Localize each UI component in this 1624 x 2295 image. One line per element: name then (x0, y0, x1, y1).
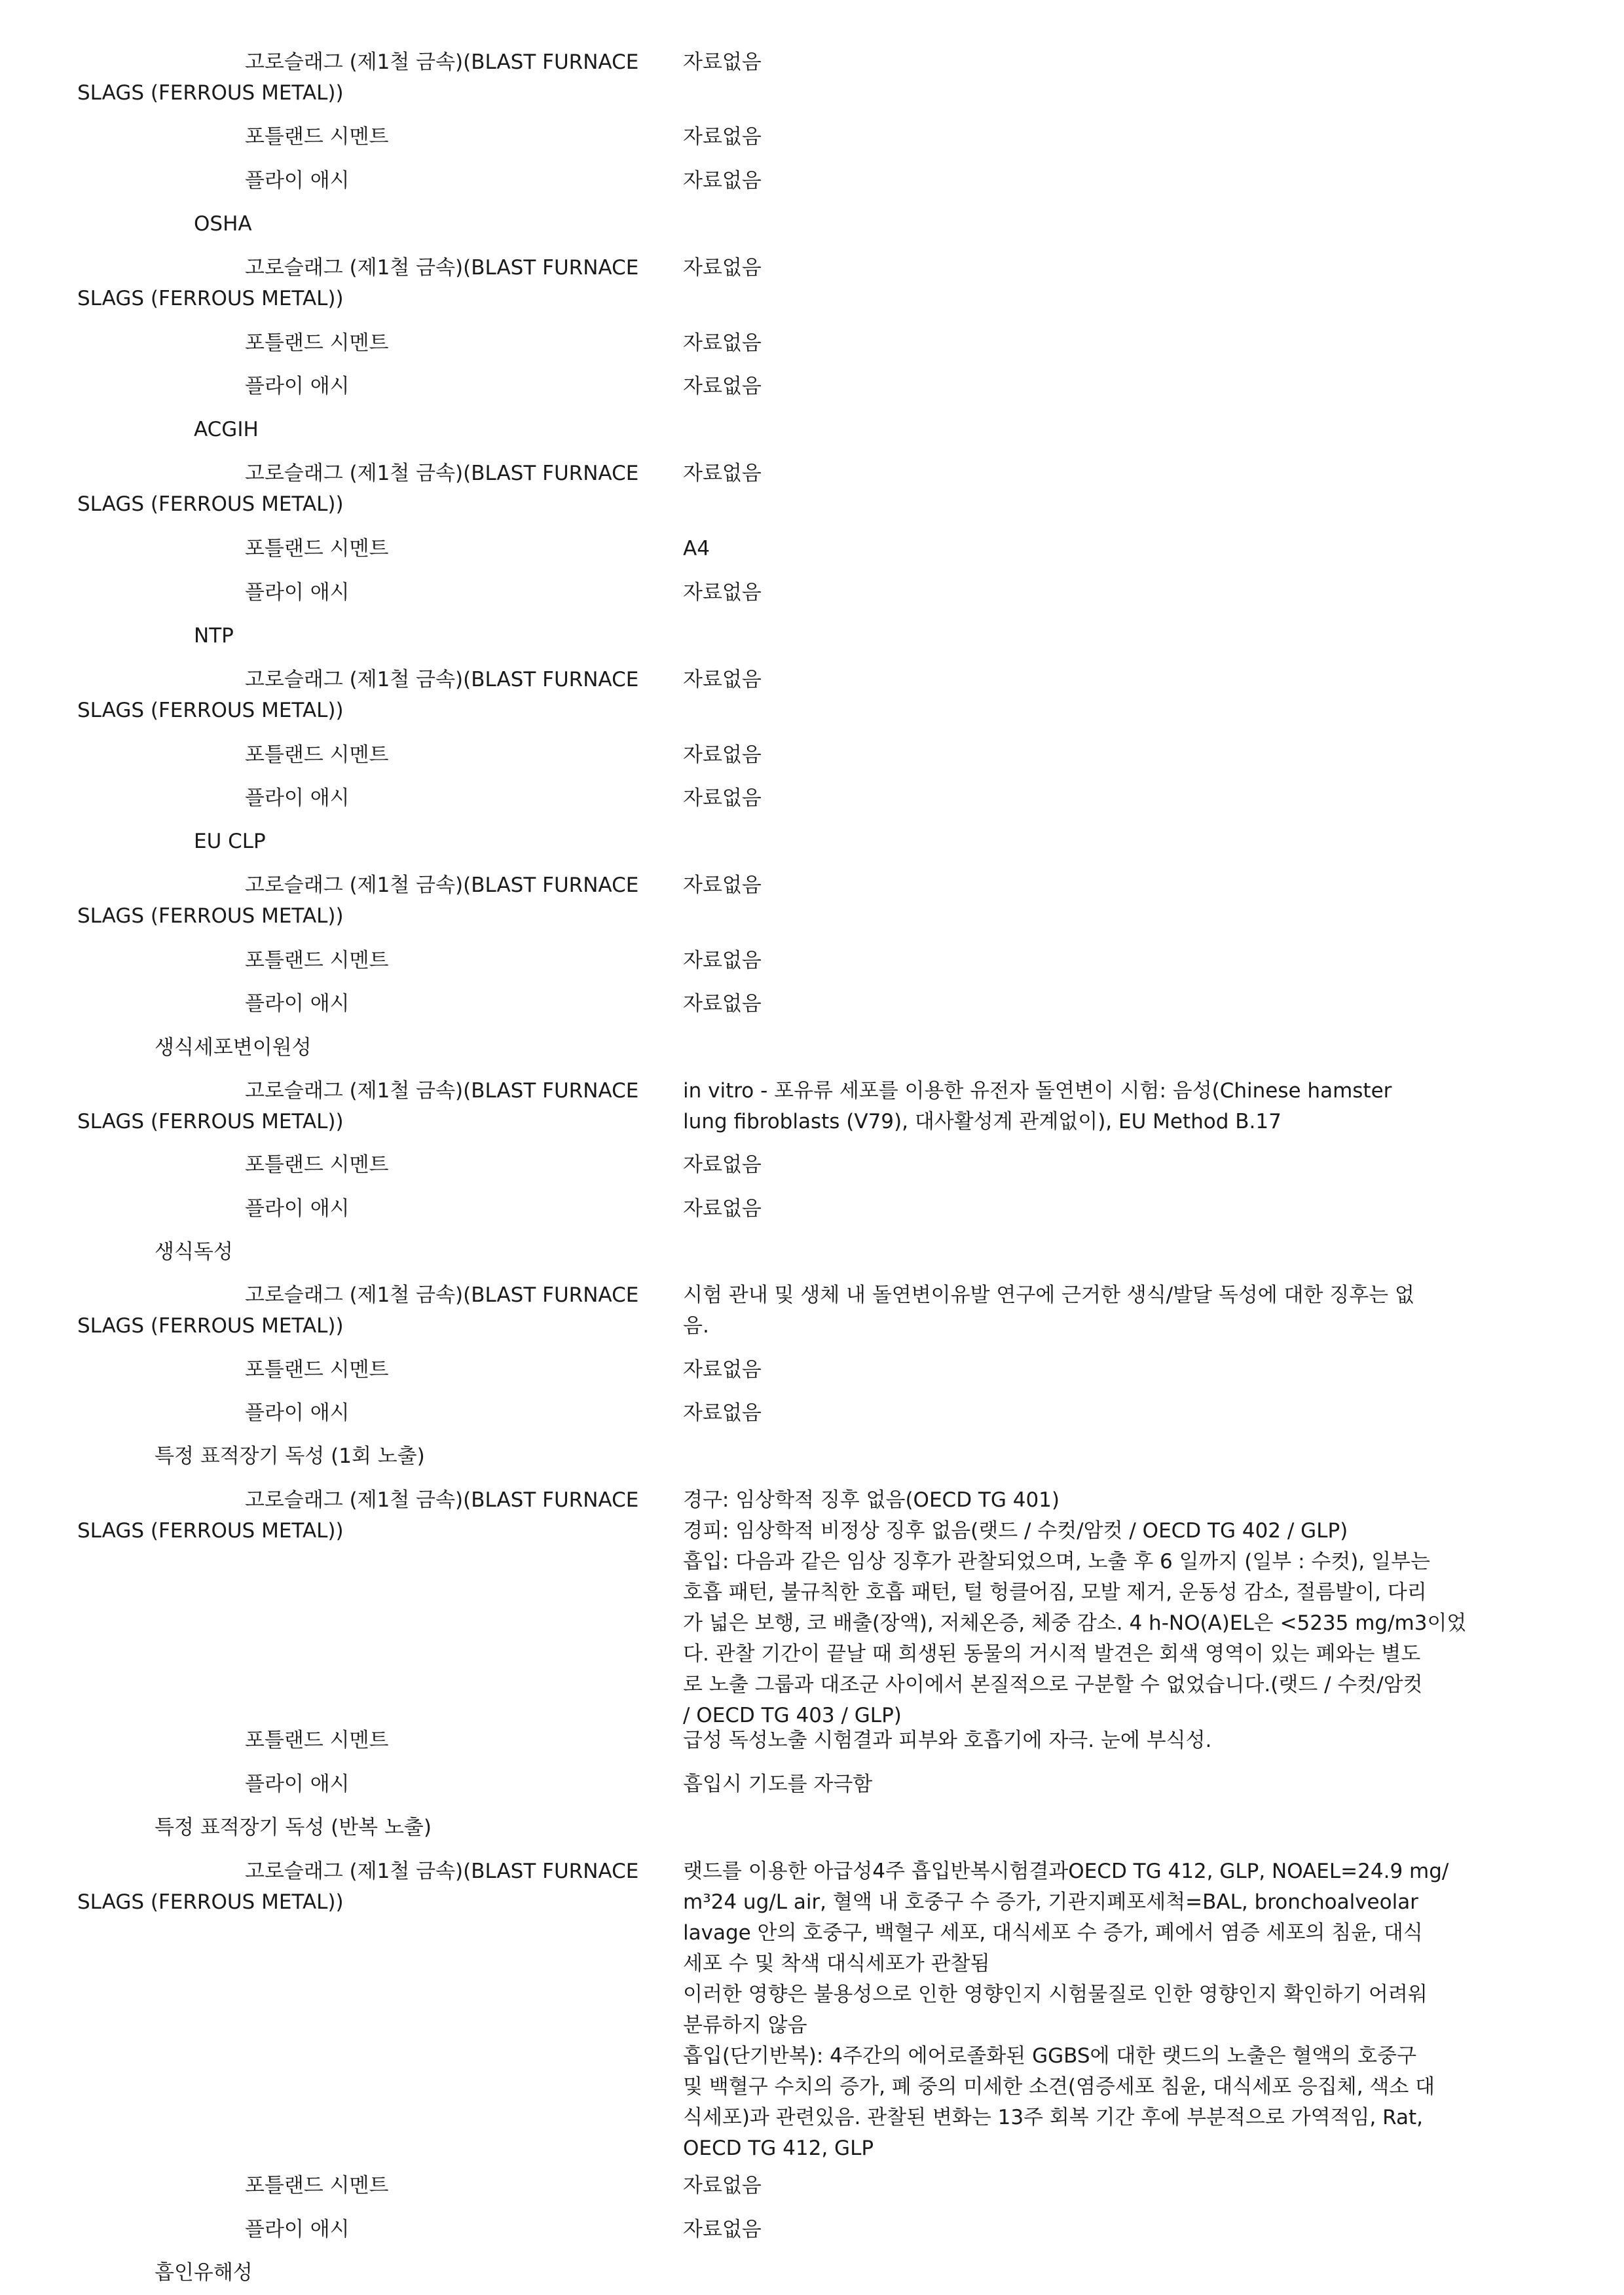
substance-name: 고로슬래그 (제1철 금속)(BLAST FURNACE SLAGS (FERROUS METAL)) (77, 873, 639, 928)
substance-name: 플라이 애시 (245, 786, 350, 810)
substance-value: 자료없음 (683, 2218, 762, 2241)
substance-value: 자료없음 (683, 743, 762, 767)
substance-value: A4 (683, 537, 710, 560)
substance-value: 자료없음 (683, 1358, 762, 1382)
substance-value: 흡입시 기도를 자극함 (683, 1772, 873, 1796)
substance-name: 플라이 애시 (245, 169, 350, 193)
substance-name: 포틀랜드 시멘트 (245, 1153, 389, 1177)
substance-name: 고로슬래그 (제1철 금속)(BLAST FURNACE SLAGS (FERROUS METAL)) (77, 1283, 639, 1338)
substance-name: 플라이 애시 (245, 1401, 350, 1425)
substance-value: 자료없음 (683, 581, 762, 604)
substance-value: 경구: 임상학적 징후 없음(OECD TG 401) 경피: 임상학적 비정상 징후 없음(랫드 / 수컷/암컷 / OECD TG 402 / GLP) 흡입: 다음과 같은 임상 징후가 관찰되었으며, 노출 후 6 일까지 (일부 : 수컷), 일부는 호흡 패턴, 불규칙한 호흡 패턴, 털 헝클어짐, 모발 제거, 운동성 감소, 절름발이, 다리 가 넓은 보행, 코 배출(장액), 저체온증, 체중 감소. 4 h-NO(A)EL은 <5235 mg/m3이었 다. 관찰 기간이 끝날 때 희생된 동물의 거시적 발견은 회색 영역이 있는 폐와는 별도 로 노출 그룹과 대조군 사이에서 본질적으로 구분할 수 없었습니다.(랫드 / 수컷/암컷 / OECD TG 403 / GLP) (683, 1488, 1467, 1727)
substance-value: 자료없음 (683, 1401, 762, 1425)
substance-name: 플라이 애시 (245, 2218, 350, 2241)
substance-value: 자료없음 (683, 331, 762, 355)
substance-name: 고로슬래그 (제1철 금속)(BLAST FURNACE SLAGS (FERROUS METAL)) (77, 1860, 639, 1914)
substance-value: 자료없음 (683, 873, 762, 897)
substance-value: 자료없음 (683, 256, 762, 280)
substance-name: 플라이 애시 (245, 375, 350, 398)
substance-name: 포틀랜드 시멘트 (245, 949, 389, 972)
substance-value: 자료없음 (683, 50, 762, 74)
substance-value: 자료없음 (683, 2174, 762, 2197)
substance-name: 플라이 애시 (245, 581, 350, 604)
substance-name: 고로슬래그 (제1철 금속)(BLAST FURNACE SLAGS (FERROUS METAL)) (77, 50, 639, 105)
substance-name: 고로슬래그 (제1철 금속)(BLAST FURNACE SLAGS (FERROUS METAL)) (77, 1079, 639, 1133)
substance-name: 포틀랜드 시멘트 (245, 2174, 389, 2197)
substance-name: 플라이 애시 (245, 1197, 350, 1221)
substance-value: 자료없음 (683, 125, 762, 149)
section-heading: 흡인유해성 (155, 2261, 253, 2285)
substance-value: 자료없음 (683, 949, 762, 972)
section-heading: 특정 표적장기 독성 (반복 노출) (155, 1816, 432, 1839)
substance-name: 플라이 애시 (245, 992, 350, 1016)
regulation-heading: EU CLP (194, 830, 266, 853)
regulation-heading: OSHA (194, 212, 252, 236)
substance-name: 고로슬래그 (제1철 금속)(BLAST FURNACE SLAGS (FERROUS METAL)) (77, 462, 639, 516)
substance-name: 포틀랜드 시멘트 (245, 1358, 389, 1382)
substance-value: 시험 관내 및 생체 내 돌연변이유발 연구에 근거한 생식/발달 독성에 대한 징후는 없 음. (683, 1283, 1414, 1338)
substance-value: 자료없음 (683, 992, 762, 1016)
substance-name: 고로슬래그 (제1철 금속)(BLAST FURNACE SLAGS (FERROUS METAL)) (77, 256, 639, 310)
substance-value: 자료없음 (683, 375, 762, 398)
substance-value: 자료없음 (683, 668, 762, 691)
substance-value: 자료없음 (683, 786, 762, 810)
substance-name: 포틀랜드 시멘트 (245, 1729, 389, 1752)
section-heading: 생식세포변이원성 (155, 1036, 312, 1059)
substance-value: 자료없음 (683, 462, 762, 485)
section-heading: 특정 표적장기 독성 (1회 노출) (155, 1444, 425, 1468)
substance-name: 포틀랜드 시멘트 (245, 331, 389, 355)
substance-name: 고로슬래그 (제1철 금속)(BLAST FURNACE SLAGS (FERROUS METAL)) (77, 1488, 639, 1543)
substance-value: 자료없음 (683, 1197, 762, 1221)
substance-name: 플라이 애시 (245, 1772, 350, 1796)
substance-name: 포틀랜드 시멘트 (245, 125, 389, 149)
substance-value: 자료없음 (683, 169, 762, 193)
substance-value: 자료없음 (683, 1153, 762, 1177)
substance-name: 포틀랜드 시멘트 (245, 743, 389, 767)
substance-name: 포틀랜드 시멘트 (245, 537, 389, 560)
substance-value: in vitro - 포유류 세포를 이용한 유전자 돌연변이 시험: 음성(Chinese hamster lung fibroblasts (V79), 대사활성계 관계없이), EU Method B.17 (683, 1079, 1392, 1133)
substance-name: 고로슬래그 (제1철 금속)(BLAST FURNACE SLAGS (FERROUS METAL)) (77, 668, 639, 722)
section-heading: 생식독성 (155, 1240, 233, 1264)
substance-value: 급성 독성노출 시험결과 피부와 호흡기에 자극. 눈에 부식성. (683, 1729, 1212, 1752)
regulation-heading: ACGIH (194, 418, 259, 441)
regulation-heading: NTP (194, 624, 234, 648)
substance-value: 랫드를 이용한 아급성4주 흡입반복시험결과OECD TG 412, GLP, NOAEL=24.9 mg/ m³24 ug/L air, 혈액 내 호중구 수 증가, 기관지폐포세척=BAL, bronchoalveolar lavage 안의 호중구, 백혈구 세포, 대식세포 수 증가, 폐에서 염증 세포의 침윤, 대식 세포 수 및 착색 대식세포가 관찰됨 이러한 영향은 불용성으로 인한 영향인지 시험물질로 인한 영향인지 확인하기 어려워 분류하지 않음 흡입(단기반복): 4주간의 에어로졸화된 GGBS에 대한 랫드의 노출은 혈액의 호중구 및 백혈구 수치의 증가, 폐 중의 미세한 소견(염증세포 침윤, 대식세포 응집체, 색소 대 식세포)과 관련있음. 관찰된 변화는 13주 회복 기간 후에 부분적으로 가역적임, Rat, OECD TG 412, GLP (683, 1860, 1449, 2160)
